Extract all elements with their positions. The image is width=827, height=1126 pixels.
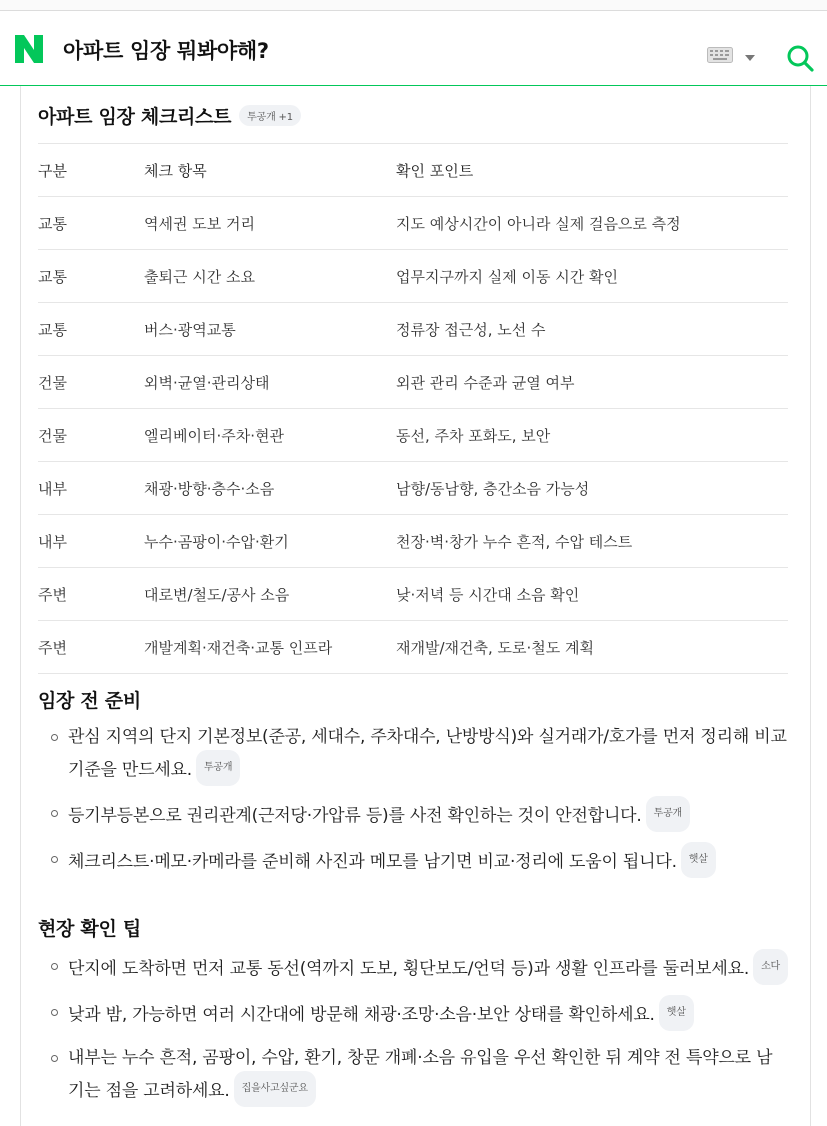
source-chip[interactable]: 집을사고싶군요 — [234, 1071, 316, 1107]
check-item-cell: 누수·곰팡이·수압·환기 — [144, 515, 396, 568]
category-cell: 교통 — [38, 250, 144, 303]
category-cell: 주변 — [38, 568, 144, 621]
table-row — [38, 462, 788, 515]
source-chip[interactable]: 햇살 — [681, 842, 716, 878]
checklist-title-text: 아파트 임장 체크리스트 — [38, 106, 232, 128]
column-header: 구분 — [38, 144, 144, 197]
list-item — [38, 722, 788, 788]
table-header-row — [38, 144, 788, 197]
category-cell: 주변 — [38, 621, 144, 674]
check-item-cell: 버스·광역교통 — [144, 303, 396, 356]
checklist-title — [38, 102, 301, 129]
list-item-text: 관심 지역의 단지 기본정보(준공, 세대수, 주차대수, 난방방식)와 실거래가/호가를 먼저 정리해 비교 기준을 만드세요. — [68, 727, 787, 780]
answer-panel — [20, 86, 811, 1126]
table-row — [38, 356, 788, 409]
column-header: 체크 항목 — [144, 144, 396, 197]
check-point-cell: 천장·벽·창가 누수 흔적, 수압 테스트 — [396, 515, 788, 568]
category-cell: 교통 — [38, 303, 144, 356]
category-cell: 건물 — [38, 356, 144, 409]
check-point-cell: 동선, 주차 포화도, 보안 — [396, 409, 788, 462]
category-cell: 내부 — [38, 462, 144, 515]
tips-title: 현장 확인 팁 — [38, 918, 141, 940]
check-point-cell: 외관 관리 수준과 균열 여부 — [396, 356, 788, 409]
check-point-cell: 정류장 접근성, 노선 수 — [396, 303, 788, 356]
search-query[interactable]: 아파트 임장 뭐봐야해? — [63, 39, 269, 63]
tips-list — [38, 951, 788, 1119]
column-header: 확인 포인트 — [396, 144, 788, 197]
list-item-text: 등기부등본으로 권리관계(근저당·가압류 등)를 사전 확인하는 것이 안전합니다. — [68, 806, 642, 826]
checklist-table — [38, 143, 788, 674]
source-chip[interactable]: 투공개 — [646, 796, 690, 832]
search-header — [0, 11, 827, 86]
naver-logo-icon[interactable] — [13, 33, 45, 65]
check-point-cell: 업무지구까지 실제 이동 시간 확인 — [396, 250, 788, 303]
keyboard-icon[interactable] — [707, 47, 733, 63]
list-item-text: 내부는 누수 흔적, 곰팡이, 수압, 환기, 창문 개폐·소음 유입을 우선 확인한 뒤 계약 전 특약으로 남기는 점을 고려하세요. — [68, 1048, 773, 1101]
check-point-cell: 재개발/재건축, 도로·철도 계획 — [396, 621, 788, 674]
category-cell: 교통 — [38, 197, 144, 250]
list-item-text: 낮과 밤, 가능하면 여러 시간대에 방문해 채광·조망·소음·보안 상태를 확인하세요. — [68, 1005, 655, 1025]
source-chip[interactable]: 소다 — [753, 949, 788, 985]
search-icon[interactable] — [786, 44, 814, 72]
source-chip[interactable]: 투공개 — [196, 750, 240, 786]
check-item-cell: 역세권 도보 거리 — [144, 197, 396, 250]
check-item-cell: 개발계획·재건축·교통 인프라 — [144, 621, 396, 674]
list-item — [38, 997, 788, 1033]
top-bar — [0, 0, 827, 11]
table-row — [38, 409, 788, 462]
list-item — [38, 798, 788, 834]
check-point-cell: 지도 예상시간이 아니라 실제 걸음으로 측정 — [396, 197, 788, 250]
check-point-cell: 남향/동남향, 층간소음 가능성 — [396, 462, 788, 515]
source-chip[interactable]: 햇살 — [659, 995, 694, 1031]
table-row — [38, 621, 788, 674]
prep-title: 임장 전 준비 — [38, 690, 141, 712]
list-item-text: 단지에 도착하면 먼저 교통 동선(역까지 도보, 횡단보도/언덕 등)과 생활 인프라를 둘러보세요. — [68, 959, 750, 979]
table-row — [38, 568, 788, 621]
list-item — [38, 1043, 788, 1109]
check-item-cell: 채광·방향·층수·소음 — [144, 462, 396, 515]
list-item — [38, 951, 788, 987]
check-item-cell: 외벽·균열·관리상태 — [144, 356, 396, 409]
table-row — [38, 515, 788, 568]
table-row — [38, 303, 788, 356]
list-item-text: 체크리스트·메모·카메라를 준비해 사진과 메모를 남기면 비교·정리에 도움이 됩니다. — [68, 852, 677, 872]
category-cell: 내부 — [38, 515, 144, 568]
list-item — [38, 844, 788, 880]
check-item-cell: 출퇴근 시간 소요 — [144, 250, 396, 303]
check-item-cell: 대로변/철도/공사 소음 — [144, 568, 396, 621]
table-row — [38, 197, 788, 250]
dropdown-arrow-icon[interactable] — [745, 55, 755, 61]
check-point-cell: 낮·저녁 등 시간대 소음 확인 — [396, 568, 788, 621]
prep-list — [38, 722, 788, 890]
table-row — [38, 250, 788, 303]
source-chip[interactable]: 투공개 +1 — [239, 105, 301, 126]
category-cell: 건물 — [38, 409, 144, 462]
check-item-cell: 엘리베이터·주차·현관 — [144, 409, 396, 462]
